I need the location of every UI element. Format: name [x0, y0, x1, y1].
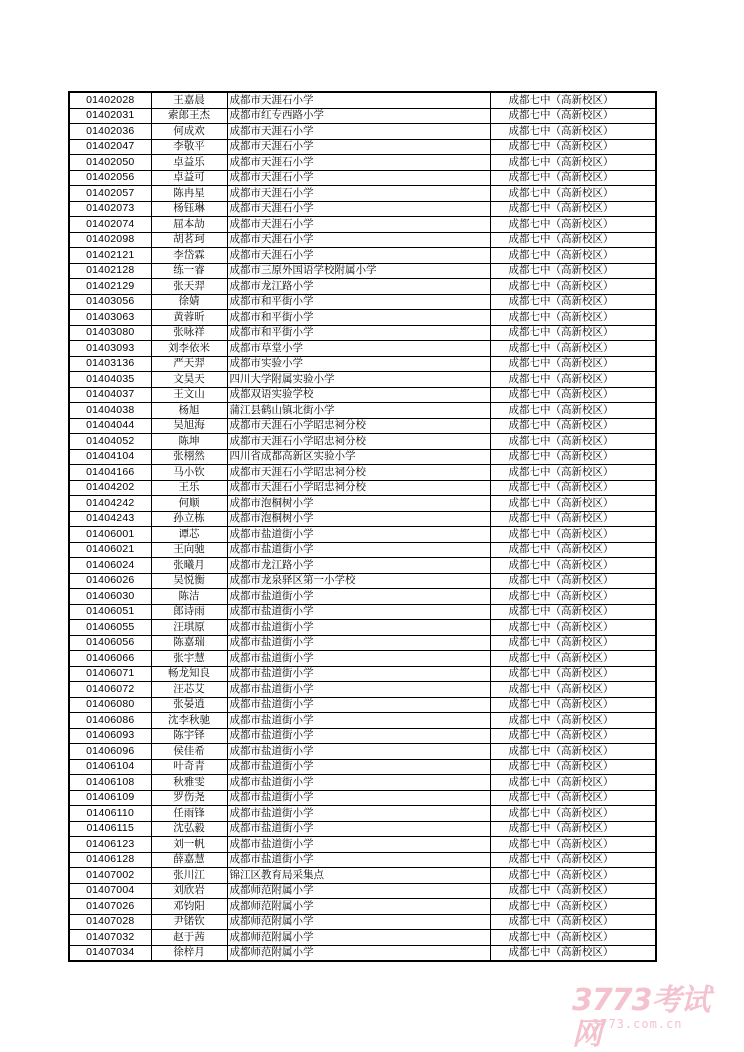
table-row: [69, 930, 656, 946]
table-row: [69, 170, 656, 186]
student-id-cell: 01407028: [69, 914, 151, 930]
student-name-cell: 杨旭: [151, 403, 227, 419]
student-name-cell: 索郎王杰: [151, 108, 227, 124]
table-row: [69, 914, 656, 930]
student-id-cell: 01404104: [69, 449, 151, 465]
admitted-school-cell: 成都七中（高新校区）: [490, 356, 656, 372]
admitted-school-cell: 成都七中（高新校区）: [490, 883, 656, 899]
student-id-cell: 01403136: [69, 356, 151, 372]
primary-school-cell: 成都市盐道街小学: [227, 775, 490, 791]
student-id-cell: 01404035: [69, 372, 151, 388]
admitted-school-cell: 成都七中（高新校区）: [490, 666, 656, 682]
student-id-cell: 01406066: [69, 651, 151, 667]
student-id-cell: 01407004: [69, 883, 151, 899]
student-name-cell: 刘一帆: [151, 837, 227, 853]
watermark-url: 3773.com.cn: [592, 1017, 683, 1031]
admitted-school-cell: 成都七中（高新校区）: [490, 155, 656, 171]
primary-school-cell: 成都市盐道街小学: [227, 666, 490, 682]
student-name-cell: 练一睿: [151, 263, 227, 279]
student-id-cell: 01404052: [69, 434, 151, 450]
admitted-school-cell: 成都七中（高新校区）: [490, 294, 656, 310]
student-id-cell: 01406051: [69, 604, 151, 620]
primary-school-cell: 成都市盐道街小学: [227, 759, 490, 775]
admitted-school-cell: 成都七中（高新校区）: [490, 341, 656, 357]
table-row: [69, 139, 656, 155]
table-row: [69, 713, 656, 729]
primary-school-cell: 成都市三原外国语学校附属小学: [227, 263, 490, 279]
table-row: [69, 124, 656, 140]
student-id-cell: 01406056: [69, 635, 151, 651]
student-name-cell: 屈本劼: [151, 217, 227, 233]
student-name-cell: 陈坤: [151, 434, 227, 450]
table-row: [69, 403, 656, 419]
student-name-cell: 文昊天: [151, 372, 227, 388]
admitted-school-cell: 成都七中（高新校区）: [490, 232, 656, 248]
admitted-school-cell: 成都七中（高新校区）: [490, 263, 656, 279]
primary-school-cell: 锦江区教育局采集点: [227, 868, 490, 884]
primary-school-cell: 成都师范附属小学: [227, 883, 490, 899]
student-id-cell: 01404038: [69, 403, 151, 419]
primary-school-cell: 成都市天涯石小学: [227, 124, 490, 140]
student-id-cell: 01404242: [69, 496, 151, 512]
student-name-cell: 卓益乐: [151, 155, 227, 171]
student-id-cell: 01406071: [69, 666, 151, 682]
primary-school-cell: 成都市天涯石小学: [227, 170, 490, 186]
student-id-cell: 01406109: [69, 790, 151, 806]
table-row: [69, 821, 656, 837]
student-name-cell: 陈洁: [151, 589, 227, 605]
student-name-cell: 何顺: [151, 496, 227, 512]
student-name-cell: 王嘉晨: [151, 92, 227, 108]
student-id-cell: 01402128: [69, 263, 151, 279]
student-id-cell: 01406110: [69, 806, 151, 822]
primary-school-cell: 成都市天涯石小学: [227, 155, 490, 171]
table-row: [69, 201, 656, 217]
admitted-school-cell: 成都七中（高新校区）: [490, 697, 656, 713]
table-row: [69, 449, 656, 465]
student-name-cell: 李敬平: [151, 139, 227, 155]
student-id-cell: 01404243: [69, 511, 151, 527]
student-id-cell: 01407002: [69, 868, 151, 884]
admitted-school-cell: 成都七中（高新校区）: [490, 372, 656, 388]
primary-school-cell: 成都市盐道街小学: [227, 527, 490, 543]
student-id-cell: 01406096: [69, 744, 151, 760]
admitted-school-cell: 成都七中（高新校区）: [490, 217, 656, 233]
primary-school-cell: 成都市天涯石小学: [227, 201, 490, 217]
table-row: [69, 666, 656, 682]
student-name-cell: 陈冉星: [151, 186, 227, 202]
admitted-school-cell: 成都七中（高新校区）: [490, 387, 656, 403]
primary-school-cell: 成都市盐道街小学: [227, 852, 490, 868]
primary-school-cell: 成都市盐道街小学: [227, 806, 490, 822]
primary-school-cell: 成都市实验小学: [227, 356, 490, 372]
admitted-school-cell: 成都七中（高新校区）: [490, 759, 656, 775]
primary-school-cell: 成都市盐道街小学: [227, 604, 490, 620]
primary-school-cell: 成都市盐道街小学: [227, 651, 490, 667]
student-id-cell: 01404202: [69, 480, 151, 496]
table-row: [69, 418, 656, 434]
admitted-school-cell: 成都七中（高新校区）: [490, 837, 656, 853]
primary-school-cell: 成都市红专西路小学: [227, 108, 490, 124]
table-row: [69, 542, 656, 558]
primary-school-cell: 成都市盐道街小学: [227, 682, 490, 698]
admitted-school-cell: 成都七中（高新校区）: [490, 108, 656, 124]
primary-school-cell: 成都市盐道街小学: [227, 744, 490, 760]
table-row: [69, 434, 656, 450]
student-name-cell: 孙立栋: [151, 511, 227, 527]
table-row: [69, 573, 656, 589]
student-id-cell: 01402073: [69, 201, 151, 217]
primary-school-cell: 成都市天涯石小学: [227, 139, 490, 155]
table-row: [69, 883, 656, 899]
admitted-school-cell: 成都七中（高新校区）: [490, 775, 656, 791]
primary-school-cell: 四川省成都高新区实验小学: [227, 449, 490, 465]
table-row: [69, 527, 656, 543]
student-id-cell: 01406080: [69, 697, 151, 713]
student-name-cell: 严天羿: [151, 356, 227, 372]
admitted-school-cell: 成都七中（高新校区）: [490, 92, 656, 108]
table-row: [69, 868, 656, 884]
student-id-cell: 01402129: [69, 279, 151, 295]
admitted-school-cell: 成都七中（高新校区）: [490, 806, 656, 822]
table-row: [69, 108, 656, 124]
table-row: [69, 263, 656, 279]
admitted-school-cell: 成都七中（高新校区）: [490, 139, 656, 155]
table-row: [69, 372, 656, 388]
admitted-school-cell: 成都七中（高新校区）: [490, 573, 656, 589]
table-row: [69, 465, 656, 481]
table-row: [69, 356, 656, 372]
student-name-cell: 马小钦: [151, 465, 227, 481]
student-name-cell: 张宇慧: [151, 651, 227, 667]
student-name-cell: 刘欣岩: [151, 883, 227, 899]
student-name-cell: 卓益可: [151, 170, 227, 186]
student-id-cell: 01406030: [69, 589, 151, 605]
student-id-cell: 01406108: [69, 775, 151, 791]
student-name-cell: 赵于茜: [151, 930, 227, 946]
primary-school-cell: 成都双语实验学校: [227, 387, 490, 403]
admitted-school-cell: 成都七中（高新校区）: [490, 852, 656, 868]
student-name-cell: 张天羿: [151, 279, 227, 295]
primary-school-cell: 成都市盐道街小学: [227, 837, 490, 853]
admitted-school-cell: 成都七中（高新校区）: [490, 480, 656, 496]
student-name-cell: 张川江: [151, 868, 227, 884]
student-id-cell: 01407032: [69, 930, 151, 946]
student-id-cell: 01406086: [69, 713, 151, 729]
table-row: [69, 511, 656, 527]
student-id-cell: 01402036: [69, 124, 151, 140]
primary-school-cell: 成都市天涯石小学: [227, 186, 490, 202]
primary-school-cell: 成都市天涯石小学: [227, 232, 490, 248]
admitted-school-cell: 成都七中（高新校区）: [490, 511, 656, 527]
table-row: [69, 155, 656, 171]
table-row: [69, 589, 656, 605]
admitted-school-cell: 成都七中（高新校区）: [490, 604, 656, 620]
admitted-school-cell: 成都七中（高新校区）: [490, 558, 656, 574]
table-row: [69, 186, 656, 202]
student-id-cell: 01407026: [69, 899, 151, 915]
primary-school-cell: 成都市盐道街小学: [227, 620, 490, 636]
primary-school-cell: 四川大学附属实验小学: [227, 372, 490, 388]
admission-list-body: [69, 92, 656, 961]
student-id-cell: 01403080: [69, 325, 151, 341]
student-name-cell: 何成欢: [151, 124, 227, 140]
primary-school-cell: 成都市盐道街小学: [227, 821, 490, 837]
table-row: [69, 294, 656, 310]
admitted-school-cell: 成都七中（高新校区）: [490, 201, 656, 217]
admitted-school-cell: 成都七中（高新校区）: [490, 589, 656, 605]
table-row: [69, 387, 656, 403]
student-id-cell: 01403056: [69, 294, 151, 310]
primary-school-cell: 成都市盐道街小学: [227, 728, 490, 744]
table-row: [69, 852, 656, 868]
table-row: [69, 682, 656, 698]
primary-school-cell: 成都师范附属小学: [227, 930, 490, 946]
primary-school-cell: 成都市天涯石小学昭忠祠分校: [227, 418, 490, 434]
admission-list-table: [68, 91, 657, 962]
admitted-school-cell: 成都七中（高新校区）: [490, 170, 656, 186]
table-row: [69, 790, 656, 806]
student-name-cell: 徐梓月: [151, 945, 227, 961]
student-name-cell: 薛嘉慧: [151, 852, 227, 868]
admitted-school-cell: 成都七中（高新校区）: [490, 527, 656, 543]
admitted-school-cell: 成都七中（高新校区）: [490, 310, 656, 326]
primary-school-cell: 成都市盐道街小学: [227, 589, 490, 605]
admitted-school-cell: 成都七中（高新校区）: [490, 728, 656, 744]
table-row: [69, 635, 656, 651]
admitted-school-cell: 成都七中（高新校区）: [490, 465, 656, 481]
table-row: [69, 496, 656, 512]
admitted-school-cell: 成都七中（高新校区）: [490, 713, 656, 729]
table-row: [69, 232, 656, 248]
student-name-cell: 汪琪原: [151, 620, 227, 636]
student-id-cell: 01407034: [69, 945, 151, 961]
student-id-cell: 01404166: [69, 465, 151, 481]
primary-school-cell: 成都师范附属小学: [227, 899, 490, 915]
student-id-cell: 01402121: [69, 248, 151, 264]
student-name-cell: 王乐: [151, 480, 227, 496]
student-name-cell: 王向驰: [151, 542, 227, 558]
table-row: [69, 310, 656, 326]
student-id-cell: 01406115: [69, 821, 151, 837]
admitted-school-cell: 成都七中（高新校区）: [490, 682, 656, 698]
student-name-cell: 张晏逍: [151, 697, 227, 713]
student-id-cell: 01402056: [69, 170, 151, 186]
primary-school-cell: 成都师范附属小学: [227, 914, 490, 930]
table-row: [69, 248, 656, 264]
student-name-cell: 王文山: [151, 387, 227, 403]
primary-school-cell: 成都市和平街小学: [227, 310, 490, 326]
primary-school-cell: 成都市和平街小学: [227, 294, 490, 310]
student-name-cell: 杨钰琳: [151, 201, 227, 217]
primary-school-cell: 成都市天涯石小学: [227, 217, 490, 233]
student-name-cell: 侯佳希: [151, 744, 227, 760]
primary-school-cell: 成都市盐道街小学: [227, 697, 490, 713]
admitted-school-cell: 成都七中（高新校区）: [490, 449, 656, 465]
student-name-cell: 秋雅雯: [151, 775, 227, 791]
student-name-cell: 胡茗珂: [151, 232, 227, 248]
student-name-cell: 张栩然: [151, 449, 227, 465]
table-row: [69, 744, 656, 760]
student-name-cell: 沈弘毅: [151, 821, 227, 837]
student-name-cell: 汪芯艾: [151, 682, 227, 698]
admitted-school-cell: 成都七中（高新校区）: [490, 403, 656, 419]
student-id-cell: 01406128: [69, 852, 151, 868]
student-id-cell: 01406104: [69, 759, 151, 775]
table-row: [69, 759, 656, 775]
student-name-cell: 吴悦衡: [151, 573, 227, 589]
primary-school-cell: 成都市天涯石小学: [227, 248, 490, 264]
admitted-school-cell: 成都七中（高新校区）: [490, 418, 656, 434]
student-id-cell: 01406093: [69, 728, 151, 744]
primary-school-cell: 成都市草堂小学: [227, 341, 490, 357]
primary-school-cell: 蒲江县鹤山镇北街小学: [227, 403, 490, 419]
admitted-school-cell: 成都七中（高新校区）: [490, 248, 656, 264]
student-name-cell: 沈李秋驰: [151, 713, 227, 729]
student-name-cell: 谭芯: [151, 527, 227, 543]
table-row: [69, 728, 656, 744]
table-row: [69, 899, 656, 915]
student-name-cell: 任雨锋: [151, 806, 227, 822]
student-name-cell: 郎诗雨: [151, 604, 227, 620]
student-name-cell: 吴旭海: [151, 418, 227, 434]
student-id-cell: 01406072: [69, 682, 151, 698]
student-name-cell: 徐婧: [151, 294, 227, 310]
admitted-school-cell: 成都七中（高新校区）: [490, 651, 656, 667]
primary-school-cell: 成都市泡桐树小学: [227, 511, 490, 527]
student-name-cell: 刘李依米: [151, 341, 227, 357]
table-row: [69, 217, 656, 233]
table-row: [69, 945, 656, 961]
admitted-school-cell: 成都七中（高新校区）: [490, 124, 656, 140]
student-id-cell: 01402028: [69, 92, 151, 108]
student-name-cell: 张咏祥: [151, 325, 227, 341]
site-watermark: [570, 983, 720, 1052]
table-row: [69, 775, 656, 791]
primary-school-cell: 成都市天涯石小学昭忠祠分校: [227, 480, 490, 496]
student-id-cell: 01402050: [69, 155, 151, 171]
primary-school-cell: 成都市和平街小学: [227, 325, 490, 341]
student-name-cell: 陈宇铎: [151, 728, 227, 744]
table-row: [69, 806, 656, 822]
admitted-school-cell: 成都七中（高新校区）: [490, 821, 656, 837]
student-id-cell: 01402098: [69, 232, 151, 248]
admitted-school-cell: 成都七中（高新校区）: [490, 325, 656, 341]
table-row: [69, 604, 656, 620]
table-row: [69, 325, 656, 341]
admitted-school-cell: 成都七中（高新校区）: [490, 744, 656, 760]
primary-school-cell: 成都师范附属小学: [227, 945, 490, 961]
table-row: [69, 620, 656, 636]
student-id-cell: 01402057: [69, 186, 151, 202]
student-id-cell: 01404037: [69, 387, 151, 403]
admitted-school-cell: 成都七中（高新校区）: [490, 930, 656, 946]
primary-school-cell: 成都市龙江路小学: [227, 279, 490, 295]
primary-school-cell: 成都市盐道街小学: [227, 542, 490, 558]
watermark-logo: 3773考试网: [572, 983, 710, 1052]
student-id-cell: 01406001: [69, 527, 151, 543]
student-name-cell: 陈嘉瑞: [151, 635, 227, 651]
table-row: [69, 279, 656, 295]
student-id-cell: 01406055: [69, 620, 151, 636]
table-row: [69, 341, 656, 357]
primary-school-cell: 成都市龙泉驿区第一小学校: [227, 573, 490, 589]
student-name-cell: 罗伤尧: [151, 790, 227, 806]
primary-school-cell: 成都市天涯石小学: [227, 92, 490, 108]
student-id-cell: 01402031: [69, 108, 151, 124]
student-name-cell: 张曦月: [151, 558, 227, 574]
primary-school-cell: 成都市泡桐树小学: [227, 496, 490, 512]
admitted-school-cell: 成都七中（高新校区）: [490, 542, 656, 558]
primary-school-cell: 成都市天涯石小学昭忠祠分校: [227, 434, 490, 450]
admitted-school-cell: 成都七中（高新校区）: [490, 620, 656, 636]
admitted-school-cell: 成都七中（高新校区）: [490, 790, 656, 806]
admitted-school-cell: 成都七中（高新校区）: [490, 496, 656, 512]
admitted-school-cell: 成都七中（高新校区）: [490, 914, 656, 930]
student-id-cell: 01402047: [69, 139, 151, 155]
student-name-cell: 邓钧阳: [151, 899, 227, 915]
primary-school-cell: 成都市盐道街小学: [227, 790, 490, 806]
student-id-cell: 01406024: [69, 558, 151, 574]
admitted-school-cell: 成都七中（高新校区）: [490, 868, 656, 884]
table-row: [69, 697, 656, 713]
table-row: [69, 558, 656, 574]
student-id-cell: 01406026: [69, 573, 151, 589]
admitted-school-cell: 成都七中（高新校区）: [490, 186, 656, 202]
student-id-cell: 01404044: [69, 418, 151, 434]
student-name-cell: 黄蓉昕: [151, 310, 227, 326]
admitted-school-cell: 成都七中（高新校区）: [490, 899, 656, 915]
student-id-cell: 01402074: [69, 217, 151, 233]
primary-school-cell: 成都市天涯石小学昭忠祠分校: [227, 465, 490, 481]
student-id-cell: 01403093: [69, 341, 151, 357]
primary-school-cell: 成都市盐道街小学: [227, 713, 490, 729]
student-name-cell: 叶奇青: [151, 759, 227, 775]
admitted-school-cell: 成都七中（高新校区）: [490, 279, 656, 295]
student-id-cell: 01403063: [69, 310, 151, 326]
primary-school-cell: 成都市龙江路小学: [227, 558, 490, 574]
student-name-cell: 尹锘钦: [151, 914, 227, 930]
admitted-school-cell: 成都七中（高新校区）: [490, 635, 656, 651]
table-row: [69, 480, 656, 496]
primary-school-cell: 成都市盐道街小学: [227, 635, 490, 651]
table-row: [69, 651, 656, 667]
student-id-cell: 01406021: [69, 542, 151, 558]
student-name-cell: 李岱霖: [151, 248, 227, 264]
student-name-cell: 畅龙知良: [151, 666, 227, 682]
admitted-school-cell: 成都七中（高新校区）: [490, 945, 656, 961]
admitted-school-cell: 成都七中（高新校区）: [490, 434, 656, 450]
table-row: [69, 837, 656, 853]
student-id-cell: 01406123: [69, 837, 151, 853]
table-row: [69, 92, 656, 108]
